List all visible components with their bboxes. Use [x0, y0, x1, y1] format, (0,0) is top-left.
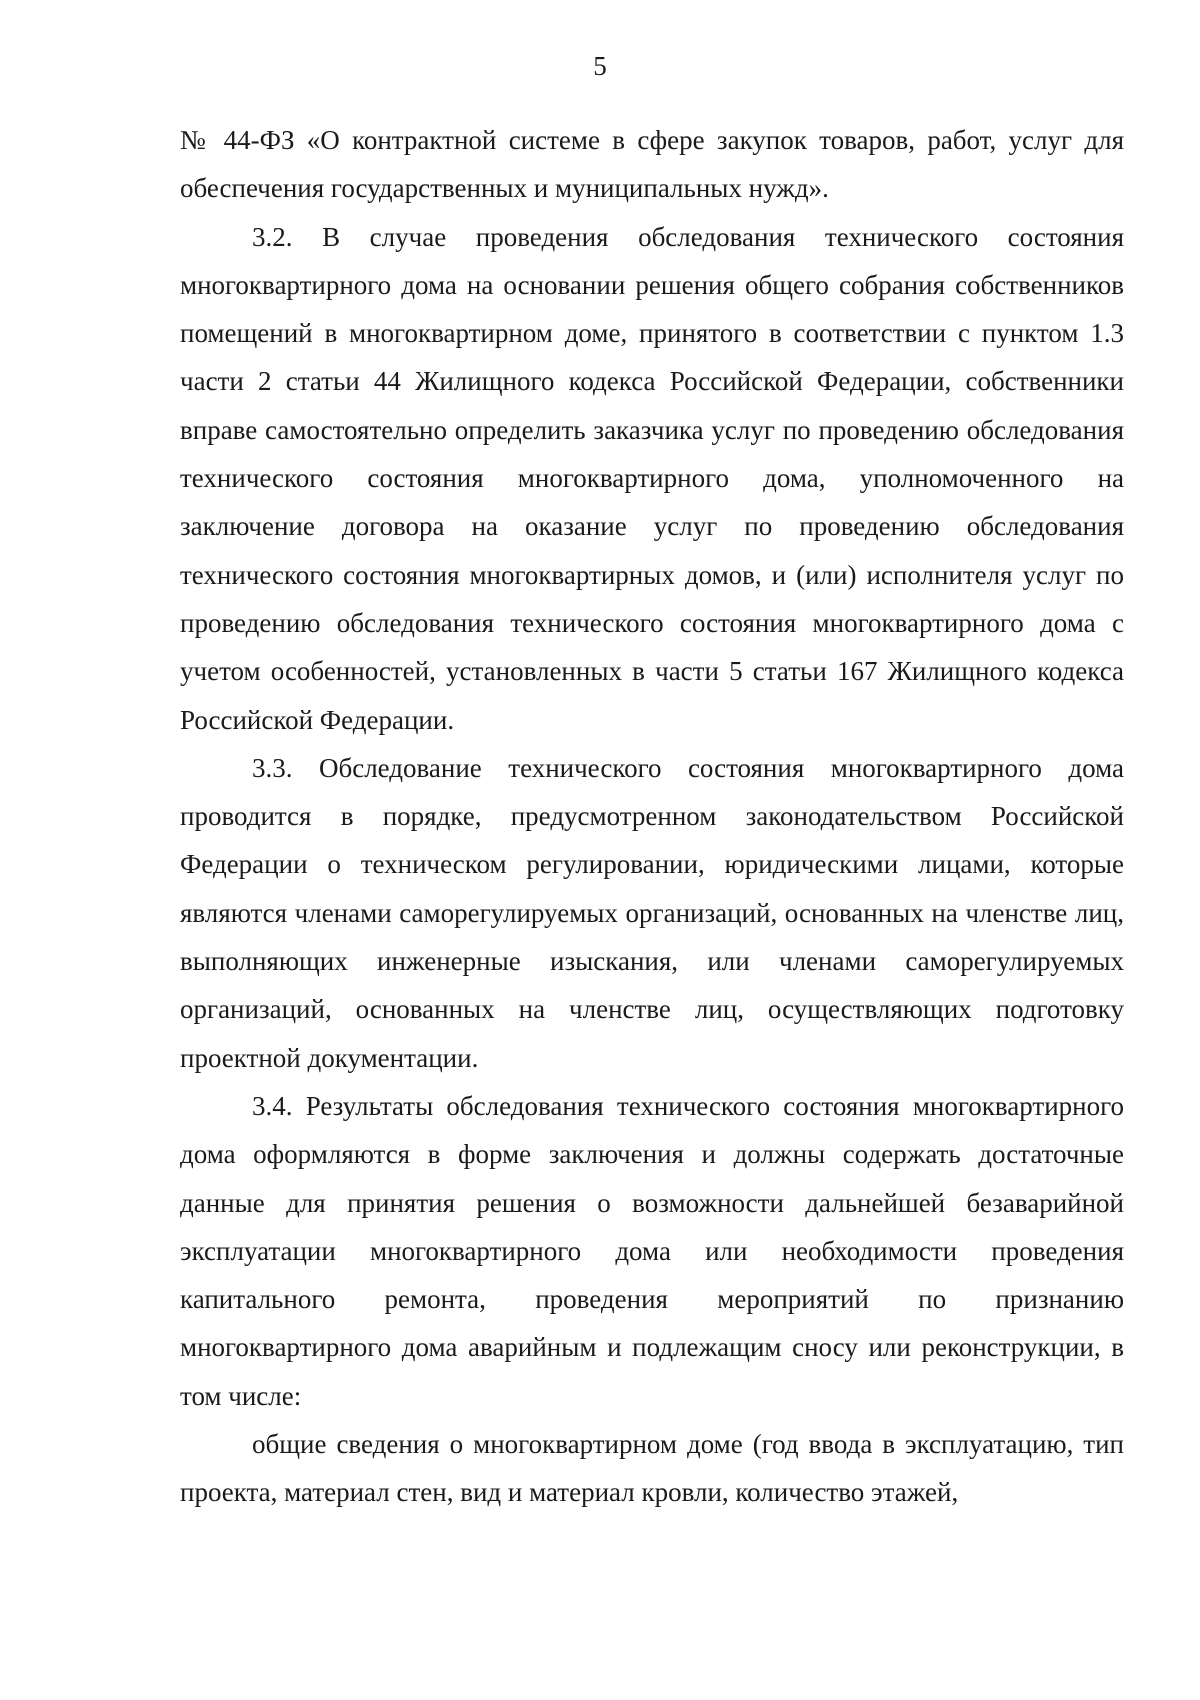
paragraph-3-3: 3.3. Обследование технического состояния многоквартирного дома проводится в порядке, предусмотренном законодательством Российской Федерации о техническом регулировании, юридическими лицами, которые являются членами саморегулируемых организаций, основанных на членстве лиц, выполняющих инженерные изыскания, или членами саморегулируемых организаций, основанных на членстве лиц, осуществляющих подготовку проектной документации. [180, 752, 1124, 1073]
document-body [180, 116, 1124, 1517]
paragraph-general-info: общие сведения о многоквартирном доме (год ввода в эксплуатацию, тип проекта, материал стен, вид и материал кровли, количество этажей, [180, 1429, 1124, 1508]
paragraph-continuation: № 44-ФЗ «О контрактной системе в сфере закупок товаров, работ, услуг для обеспечения государственных и муниципальных нужд». [180, 125, 1124, 204]
page-number: 5 [593, 51, 607, 81]
paragraph-3-4: 3.4. Результаты обследования технического состояния многоквартирного дома оформляются в форме заключения и должны содержать достаточные данные для принятия решения о возможности дальнейшей безаварийной эксплуатации многоквартирного дома или необходимости проведения капитального ремонта, проведения мероприятий по признанию многоквартирного дома аварийным и подлежащим сносу или реконструкции, в том числе: [180, 1090, 1124, 1411]
paragraph-3-2: 3.2. В случае проведения обследования технического состояния многоквартирного дома на основании решения общего собрания собственников помещений в многоквартирном доме, принятого в соответствии с пунктом 1.3 части 2 статьи 44 Жилищного кодекса Российской Федерации, собственники вправе самостоятельно определить заказчика услуг по проведению обследования технического состояния многоквартирного дома, уполномоченного на заключение договора на оказание услуг по проведению обследования технического состояния многоквартирных домов, и (или) исполнителя услуг по проведению обследования технического состояния многоквартирного дома с учетом особенностей, установленных в части 5 статьи 167 Жилищного кодекса Российской Федерации. [180, 221, 1124, 735]
